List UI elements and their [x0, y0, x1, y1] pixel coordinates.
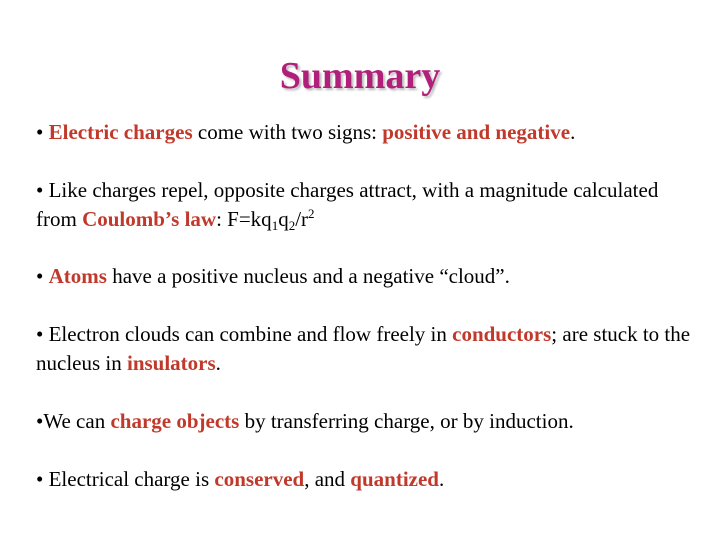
- bullet-text: come with two signs:: [192, 120, 383, 144]
- bullet-text: .: [438, 467, 445, 491]
- subscript: 1: [271, 218, 279, 233]
- bullet-text: .: [215, 351, 221, 375]
- bullet-text: •We can: [36, 409, 111, 433]
- bullet-atoms: [36, 262, 696, 291]
- superscript: 2: [308, 206, 315, 221]
- bullet-text: • Like charges repel, opposite charges attract, with a magnitude calculated from: [36, 178, 659, 231]
- slide-title: Summary: [279, 55, 441, 97]
- highlight-term: insulators: [126, 351, 216, 375]
- highlight-term: conductors: [452, 322, 552, 346]
- bullet-text: • Electron clouds can combine and flow freely in: [36, 322, 453, 346]
- highlight-term: conserved: [214, 467, 305, 491]
- bullet-text: •: [36, 120, 49, 144]
- bullet-text: by transferring charge, or by induction.: [239, 409, 574, 433]
- bullet-text: q: [278, 207, 289, 231]
- subscript: 2: [288, 218, 296, 233]
- bullet-text: : F=kq: [216, 207, 272, 231]
- highlight-term: charge objects: [110, 409, 240, 433]
- bullet-text: ; are stuck to the nucleus in: [36, 322, 691, 375]
- bullet-electric-charges: [36, 118, 696, 147]
- bullet-text: •: [36, 264, 49, 288]
- bullet-text: .: [570, 120, 576, 144]
- highlight-term: positive and negative: [382, 120, 571, 144]
- bullet-electron-clouds: [36, 320, 696, 378]
- bullet-coulombs-law: [36, 176, 696, 234]
- highlight-term: Coulomb’s law: [82, 207, 217, 231]
- bullet-text: , and: [304, 467, 351, 491]
- bullet-text: • Electrical charge is: [36, 467, 215, 491]
- highlight-term: quantized: [350, 467, 439, 491]
- bullet-conserved-quantized: [36, 465, 696, 494]
- bullet-text: have a positive nucleus and a negative “cloud”.: [106, 264, 510, 288]
- bullet-text: /r: [295, 207, 309, 231]
- bullet-charge-objects: [36, 407, 696, 436]
- highlight-term: Atoms: [48, 264, 107, 288]
- highlight-term: Electric charges: [48, 120, 193, 144]
